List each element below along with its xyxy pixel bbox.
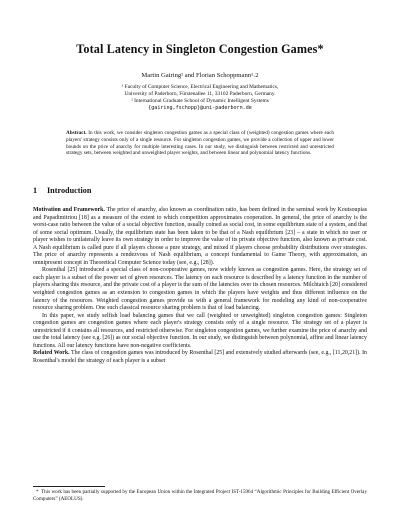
body-text xyxy=(33,207,367,365)
affiliations xyxy=(40,84,360,112)
affiliation-line: ² International Graduate School of Dynamic Intelligent Systems xyxy=(131,98,269,104)
paragraph: In this paper, we study selfish load balancing games that we call (weighted or unweighted) singleton congestion games: Singleton congestion games are congestion games where each player's strategy consists only of a single resource. The strategy set of a player is unrestricted if it contains all resources, and restricted otherwise. For singleton congestion games, we further examine the price of anarchy and use the total latency (see e.g. [26]) as our social objective function. In our study, we distinguish between polynomial, affine and linear latency functions. All our latency functions have non-negative coefficients. xyxy=(33,312,367,349)
section-title: Introduction xyxy=(47,186,92,195)
paragraph-lead: Related Work. xyxy=(33,350,70,357)
paragraph-lead: Motivation and Framework. xyxy=(33,207,105,213)
affiliation-line: ¹ Faculty of Computer Science, Electrical Engineering and Mathematics, xyxy=(121,84,279,90)
paper-title: Total Latency in Singleton Congestion Games* xyxy=(76,42,324,56)
section-number: 1 xyxy=(33,186,38,195)
abstract-label: Abstract. xyxy=(66,130,87,136)
abstract-text: In this work, we consider singleton congestion games as a special class of (weighted) congestion games where each players' strategy consists only of a single resource. For singleton congestion games, we provide a collection of upper and lower bounds on the price of anarchy for multiple interesting cases. In our study, we distinguish between restricted and unrestricted strategy sets, between weighted and unweighted player weights, and between linear and polynomial latency functions. xyxy=(66,130,334,157)
footnote-text: This work has been partially supported by the European Union within the Integrated Project IST-15964 “Algorithmic Principles for Building Efficient Overlay Computers” (AEOLUS). xyxy=(33,489,367,502)
footnote xyxy=(33,489,367,502)
section-heading xyxy=(33,186,91,195)
author-emails: {gairing,fschopp}@uni-paderborn.de xyxy=(148,105,252,111)
paragraph-text: The price of anarchy, also known as coordination ratio, has been defined in the seminal work by Koutsoupias and Papadimitriou [18] as a measure of the extent to which competition approximates cooperation. In general, the price of anarchy is the worst-case ratio between the value of a social objective function, usually coined as social cost, in some equilibrium state of a system, and that of some social optimum. Usually, the equilibrium state has been taken to be that of a Nash equilibrium [23] – a state in which no user or player wishes to unilaterally leave its own strategy in order to improve the value of its private objective function, also known as private cost. A Nash equilibrium is called pure if all players choose a pure strategy, and mixed if players choose probability distributions over strategies. The price of anarchy represents a rendezvous of Nash equilibrium, a concept fundamental to Game Theory, with approximation, an omnipresent concept in Theoretical Computer Science today (see, e.g., [28]). xyxy=(33,207,367,266)
author-line: Martin Gairing¹ and Florian Schoppmann¹˒2 xyxy=(141,72,259,79)
paragraph xyxy=(33,350,367,365)
footnote-rule xyxy=(33,486,105,487)
paragraph xyxy=(33,207,367,267)
paragraph: Rosenthal [25] introduced a special class of non-cooperative games, now widely known as congestion games. Here, the strategy set of each player is a subset of the power set of given resources. The latency on each resource is described by a latency function in the number of players sharing this resource, and the private cost of a player is the sum of the latencies over its chosen resources. Milchtaich [20] considered weighted congestion games as an extension to congestion games in which the players have weights and thus different influence on the latency of the resources. Weighted congestion games provide us with a general framework for modeling any kind of non-cooperative resource sharing problem. One such classical resource sharing problem is that of load balancing. xyxy=(33,267,367,312)
paragraph-text: The class of congestion games was introduced by Rosenthal [25] and extensively studied afterwards (see, e.g., [11,20,21]). In Rosenthal's model the strategy of each player is a subset xyxy=(33,350,367,364)
affiliation-line: University of Paderborn, Fürstenallee 11, 33102 Paderborn, Germany. xyxy=(124,91,276,97)
abstract xyxy=(66,130,334,157)
footnote-mark: * xyxy=(36,489,39,495)
